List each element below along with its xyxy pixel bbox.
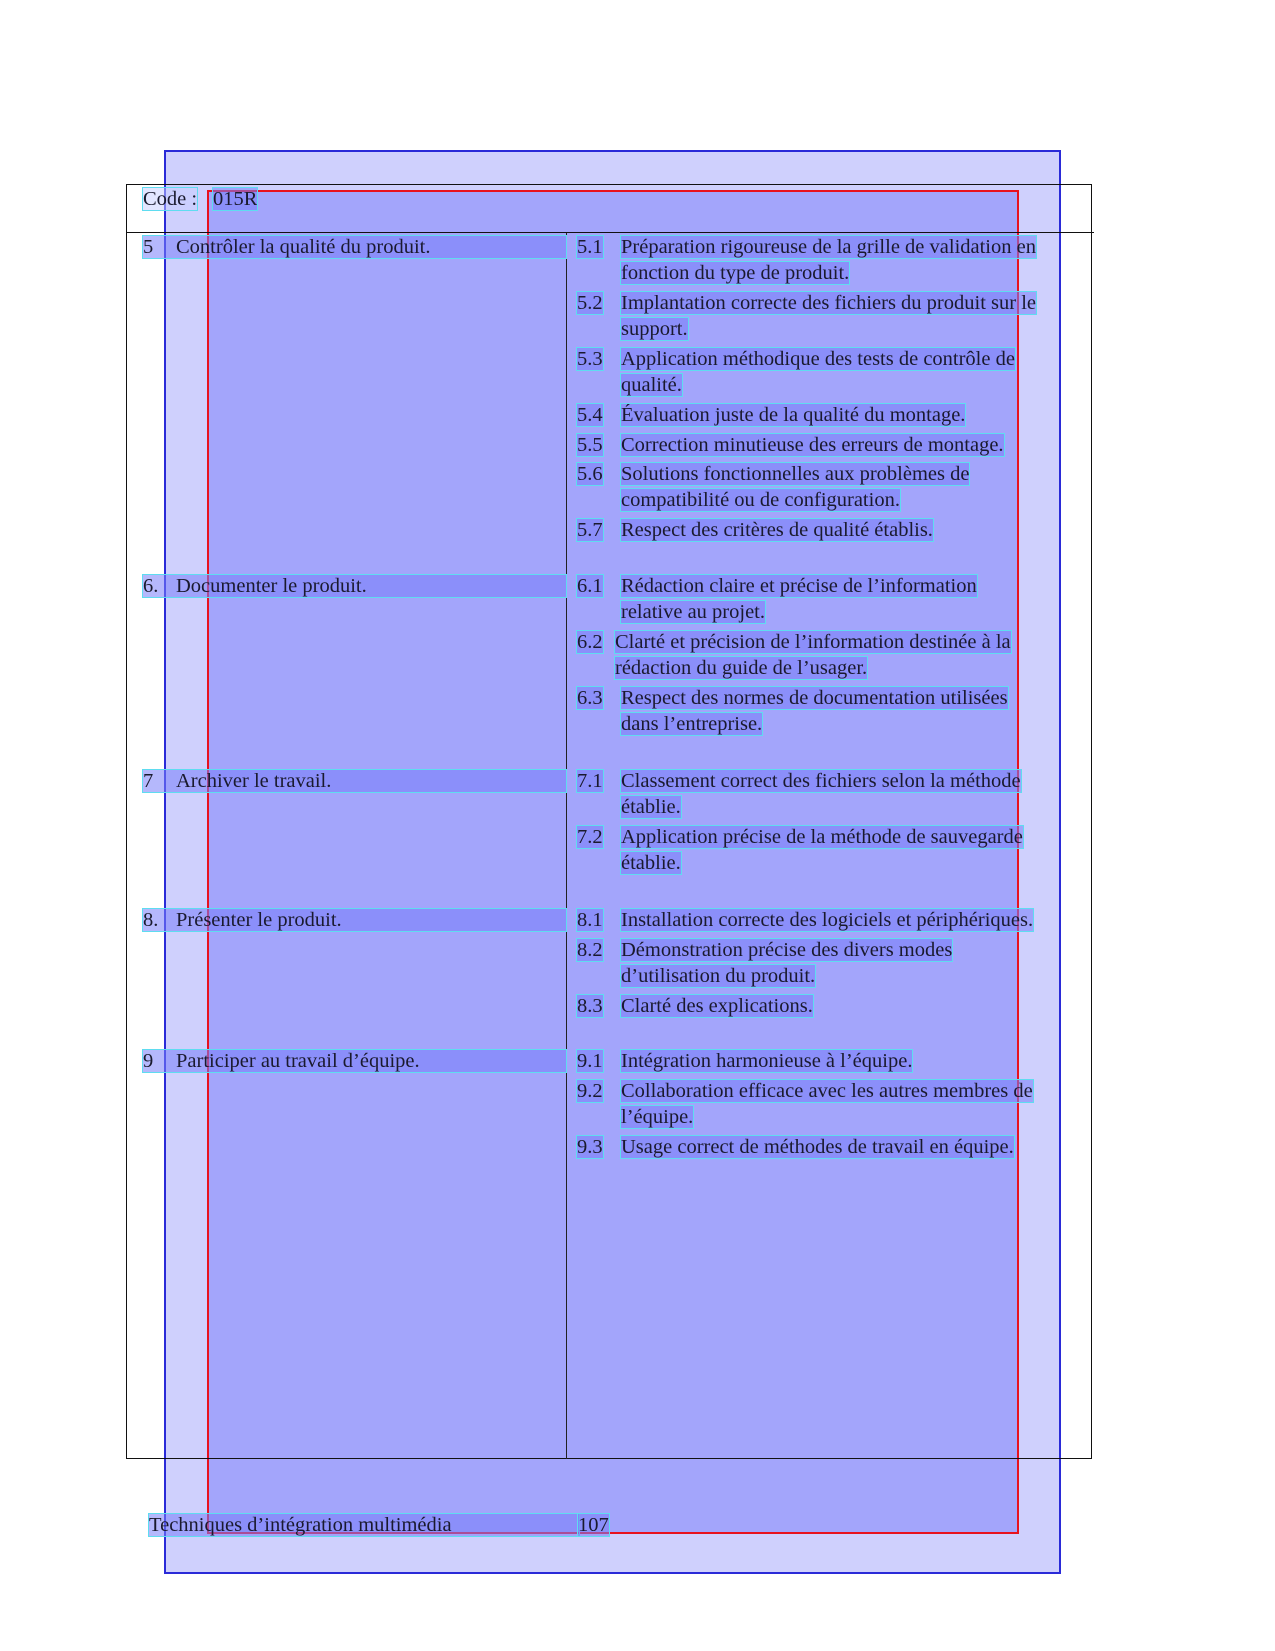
competency-number: 8. xyxy=(143,909,159,931)
competency-title: Archiver le travail. xyxy=(176,770,332,792)
criterion-line: Intégration harmonieuse à l’équipe. xyxy=(621,1050,913,1072)
criterion-line: fonction du type de produit. xyxy=(621,262,850,284)
criterion-line: dans l’entreprise. xyxy=(621,713,763,735)
criterion-line: d’utilisation du produit. xyxy=(621,965,816,987)
header-divider xyxy=(126,232,1094,233)
criterion-line: établie. xyxy=(621,796,681,818)
criterion-number: 5.7 xyxy=(577,519,603,541)
criterion-number: 8.1 xyxy=(577,909,603,931)
column-divider xyxy=(566,233,567,1459)
criterion-line: relative au projet. xyxy=(621,601,766,623)
criterion-number: 9.1 xyxy=(577,1050,603,1072)
competency-number: 7 xyxy=(143,770,154,792)
criterion-number: 5.4 xyxy=(577,404,603,426)
competency-number: 6. xyxy=(143,575,159,597)
criterion-line: Solutions fonctionnelles aux problèmes de xyxy=(621,463,970,485)
criterion-number: 8.2 xyxy=(577,939,603,961)
criterion-line: Application précise de la méthode de sauvegarde xyxy=(621,826,1023,848)
criterion-line: Démonstration précise des divers modes xyxy=(621,939,953,961)
criterion-number: 5.3 xyxy=(577,348,603,370)
criterion-number: 7.2 xyxy=(577,826,603,848)
criterion-line: l’équipe. xyxy=(621,1106,694,1128)
criterion-number: 8.3 xyxy=(577,995,603,1017)
criterion-line: établie. xyxy=(621,852,681,874)
page-number: 107 xyxy=(578,1514,609,1536)
criterion-line: support. xyxy=(621,318,688,340)
code-label: Code : xyxy=(143,188,198,210)
criterion-line: rédaction du guide de l’usager. xyxy=(615,657,868,679)
criterion-line: Implantation correcte des fichiers du produit sur le xyxy=(621,292,1036,314)
competency-number: 9 xyxy=(143,1050,154,1072)
competency-title: Présenter le produit. xyxy=(176,909,342,931)
competency-8 xyxy=(143,909,566,931)
criterion-number: 5.6 xyxy=(577,463,603,485)
criterion-number: 9.3 xyxy=(577,1136,603,1158)
code-value: 015R xyxy=(213,188,258,210)
competency-title: Documenter le produit. xyxy=(176,575,367,597)
criterion-line: Usage correct de méthodes de travail en équipe. xyxy=(621,1136,1014,1158)
criterion-line: Clarté des explications. xyxy=(621,995,813,1017)
table-frame xyxy=(126,184,1092,1459)
criterion-line: Préparation rigoureuse de la grille de validation en xyxy=(621,236,1036,258)
competency-title: Participer au travail d’équipe. xyxy=(176,1050,420,1072)
criterion-number: 6.2 xyxy=(577,631,603,653)
competency-6 xyxy=(143,575,566,597)
criterion-line: Classement correct des fichiers selon la méthode xyxy=(621,770,1021,792)
competency-7 xyxy=(143,770,566,792)
criterion-number: 7.1 xyxy=(577,770,603,792)
criterion-number: 6.3 xyxy=(577,687,603,709)
criterion-number: 5.1 xyxy=(577,236,603,258)
criterion-number: 6.1 xyxy=(577,575,603,597)
criterion-line: qualité. xyxy=(621,374,682,396)
competency-number: 5 xyxy=(143,236,154,258)
criterion-line: compatibilité ou de configuration. xyxy=(621,489,900,511)
criterion-number: 9.2 xyxy=(577,1080,603,1102)
criterion-line: Clarté et précision de l’information destinée à la xyxy=(615,631,1011,653)
competency-title: Contrôler la qualité du produit. xyxy=(176,236,431,258)
criterion-number: 5.5 xyxy=(577,434,603,456)
criterion-line: Installation correcte des logiciels et périphériques. xyxy=(621,909,1034,931)
criterion-line: Application méthodique des tests de contrôle de xyxy=(621,348,1015,370)
competency-5 xyxy=(143,236,566,258)
criterion-line: Rédaction claire et précise de l’information xyxy=(621,575,977,597)
footer-title: Techniques d’intégration multimédia xyxy=(149,1514,579,1536)
criterion-line: Correction minutieuse des erreurs de montage. xyxy=(621,434,1004,456)
criterion-number: 5.2 xyxy=(577,292,603,314)
criterion-line: Collaboration efficace avec les autres membres de xyxy=(621,1080,1033,1102)
criterion-line: Respect des critères de qualité établis. xyxy=(621,519,933,541)
competency-9 xyxy=(143,1050,566,1072)
criterion-line: Respect des normes de documentation utilisées xyxy=(621,687,1008,709)
criterion-line: Évaluation juste de la qualité du montage. xyxy=(621,404,966,426)
